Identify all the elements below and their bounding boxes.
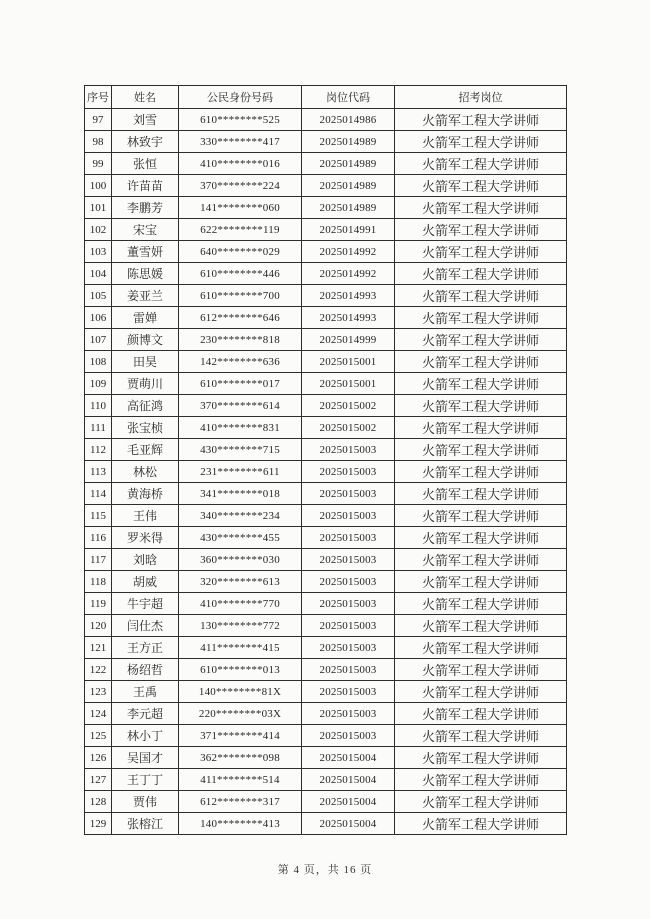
cell-id-number: 430********455 [179,527,302,549]
cell-index: 111 [85,417,112,439]
cell-name: 毛亚辉 [112,439,179,461]
cell-id-number: 320********613 [179,571,302,593]
cell-job-title: 火箭军工程大学讲师 [395,615,567,637]
table-row [85,395,567,417]
cell-index: 116 [85,527,112,549]
cell-job-title: 火箭军工程大学讲师 [395,637,567,659]
cell-id-number: 610********525 [179,109,302,131]
cell-name: 王丁丁 [112,769,179,791]
cell-job-code: 2025015003 [302,439,395,461]
cell-index: 113 [85,461,112,483]
cell-name: 刘雪 [112,109,179,131]
cell-id-number: 370********224 [179,175,302,197]
cell-index: 105 [85,285,112,307]
cell-id-number: 640********029 [179,241,302,263]
cell-index: 103 [85,241,112,263]
table-row [85,109,567,131]
table-row [85,131,567,153]
cell-name: 董雪妍 [112,241,179,263]
cell-job-title: 火箭军工程大学讲师 [395,395,567,417]
cell-id-number: 140********81X [179,681,302,703]
table-header [85,86,567,109]
cell-job-code: 2025014992 [302,263,395,285]
cell-index: 114 [85,483,112,505]
cell-job-code: 2025015003 [302,483,395,505]
recruitment-roster-table [84,85,567,835]
table-row [85,439,567,461]
table-row [85,461,567,483]
cell-name: 颜博文 [112,329,179,351]
cell-job-title: 火箭军工程大学讲师 [395,769,567,791]
cell-index: 123 [85,681,112,703]
table-row [85,703,567,725]
column-header-job-code: 岗位代码 [302,86,395,109]
cell-index: 127 [85,769,112,791]
cell-id-number: 612********646 [179,307,302,329]
cell-index: 117 [85,549,112,571]
cell-id-number: 140********413 [179,813,302,835]
cell-name: 胡威 [112,571,179,593]
cell-index: 126 [85,747,112,769]
cell-job-title: 火箭军工程大学讲师 [395,351,567,373]
cell-id-number: 622********119 [179,219,302,241]
cell-id-number: 430********715 [179,439,302,461]
table-row [85,615,567,637]
cell-id-number: 220********03X [179,703,302,725]
cell-name: 姜亚兰 [112,285,179,307]
cell-job-title: 火箭军工程大学讲师 [395,505,567,527]
cell-job-code: 2025015004 [302,747,395,769]
roster-table-container [84,85,566,835]
cell-name: 张榕江 [112,813,179,835]
cell-job-title: 火箭军工程大学讲师 [395,571,567,593]
cell-index: 108 [85,351,112,373]
cell-name: 贾伟 [112,791,179,813]
cell-id-number: 610********700 [179,285,302,307]
cell-id-number: 362********098 [179,747,302,769]
cell-job-title: 火箭军工程大学讲师 [395,285,567,307]
table-row [85,549,567,571]
cell-job-title: 火箭军工程大学讲师 [395,417,567,439]
cell-id-number: 360********030 [179,549,302,571]
cell-job-title: 火箭军工程大学讲师 [395,483,567,505]
cell-name: 田昊 [112,351,179,373]
column-header-job-title: 招考岗位 [395,86,567,109]
cell-index: 118 [85,571,112,593]
table-row [85,725,567,747]
table-row [85,417,567,439]
cell-job-code: 2025015003 [302,571,395,593]
cell-index: 104 [85,263,112,285]
table-row [85,175,567,197]
cell-job-code: 2025015004 [302,769,395,791]
cell-id-number: 340********234 [179,505,302,527]
cell-name: 王方正 [112,637,179,659]
cell-id-number: 230********818 [179,329,302,351]
cell-index: 124 [85,703,112,725]
cell-name: 林致宇 [112,131,179,153]
cell-id-number: 610********017 [179,373,302,395]
cell-job-code: 2025014989 [302,197,395,219]
cell-index: 120 [85,615,112,637]
cell-index: 98 [85,131,112,153]
cell-job-code: 2025015004 [302,791,395,813]
cell-index: 125 [85,725,112,747]
cell-id-number: 370********614 [179,395,302,417]
cell-job-code: 2025014992 [302,241,395,263]
cell-job-code: 2025015003 [302,659,395,681]
table-body [85,109,567,835]
cell-job-title: 火箭军工程大学讲师 [395,439,567,461]
cell-name: 张恒 [112,153,179,175]
cell-index: 110 [85,395,112,417]
table-row [85,527,567,549]
table-row [85,285,567,307]
cell-job-code: 2025014989 [302,131,395,153]
cell-job-code: 2025015003 [302,527,395,549]
cell-name: 闫仕杰 [112,615,179,637]
cell-job-code: 2025015003 [302,593,395,615]
cell-job-title: 火箭军工程大学讲师 [395,175,567,197]
table-row [85,373,567,395]
cell-index: 109 [85,373,112,395]
table-row [85,263,567,285]
cell-job-code: 2025015003 [302,461,395,483]
cell-name: 李元超 [112,703,179,725]
cell-id-number: 141********060 [179,197,302,219]
cell-name: 高征鸿 [112,395,179,417]
cell-job-code: 2025015002 [302,417,395,439]
cell-job-code: 2025015002 [302,395,395,417]
cell-job-code: 2025015003 [302,703,395,725]
cell-index: 122 [85,659,112,681]
table-row [85,791,567,813]
table-row [85,769,567,791]
cell-name: 吴国才 [112,747,179,769]
table-row [85,681,567,703]
cell-index: 121 [85,637,112,659]
cell-id-number: 411********514 [179,769,302,791]
cell-index: 101 [85,197,112,219]
cell-id-number: 330********417 [179,131,302,153]
cell-job-code: 2025014993 [302,307,395,329]
cell-name: 林小丁 [112,725,179,747]
cell-name: 宋宝 [112,219,179,241]
table-row [85,351,567,373]
cell-job-code: 2025014991 [302,219,395,241]
cell-id-number: 130********772 [179,615,302,637]
cell-job-code: 2025014989 [302,175,395,197]
cell-job-title: 火箭军工程大学讲师 [395,219,567,241]
cell-job-code: 2025015003 [302,725,395,747]
cell-name: 许苗苗 [112,175,179,197]
cell-name: 牛宇超 [112,593,179,615]
cell-job-code: 2025015003 [302,505,395,527]
table-row [85,219,567,241]
cell-name: 王伟 [112,505,179,527]
cell-job-title: 火箭军工程大学讲师 [395,747,567,769]
table-row [85,241,567,263]
cell-name: 刘晗 [112,549,179,571]
cell-job-title: 火箭军工程大学讲师 [395,307,567,329]
cell-id-number: 410********016 [179,153,302,175]
table-row [85,153,567,175]
cell-job-title: 火箭军工程大学讲师 [395,813,567,835]
cell-name: 黄海桥 [112,483,179,505]
cell-job-code: 2025014999 [302,329,395,351]
cell-job-code: 2025015001 [302,373,395,395]
cell-id-number: 410********770 [179,593,302,615]
cell-id-number: 371********414 [179,725,302,747]
cell-name: 李鹏芳 [112,197,179,219]
table-row [85,307,567,329]
cell-id-number: 612********317 [179,791,302,813]
cell-index: 102 [85,219,112,241]
table-row [85,197,567,219]
cell-id-number: 610********013 [179,659,302,681]
table-row [85,747,567,769]
cell-id-number: 341********018 [179,483,302,505]
cell-job-title: 火箭军工程大学讲师 [395,593,567,615]
cell-job-title: 火箭军工程大学讲师 [395,197,567,219]
table-row [85,637,567,659]
cell-name: 王禹 [112,681,179,703]
page-number-footer: 第 4 页，共 16 页 [277,864,373,876]
cell-job-title: 火箭军工程大学讲师 [395,329,567,351]
cell-name: 雷婵 [112,307,179,329]
cell-index: 107 [85,329,112,351]
table-row [85,593,567,615]
cell-job-title: 火箭军工程大学讲师 [395,131,567,153]
table-row [85,329,567,351]
cell-index: 128 [85,791,112,813]
table-row [85,505,567,527]
cell-index: 115 [85,505,112,527]
cell-name: 罗米得 [112,527,179,549]
cell-name: 陈思媛 [112,263,179,285]
cell-id-number: 142********636 [179,351,302,373]
cell-job-title: 火箭军工程大学讲师 [395,241,567,263]
cell-index: 119 [85,593,112,615]
cell-index: 129 [85,813,112,835]
cell-index: 99 [85,153,112,175]
cell-job-title: 火箭军工程大学讲师 [395,681,567,703]
cell-job-title: 火箭军工程大学讲师 [395,703,567,725]
cell-job-title: 火箭军工程大学讲师 [395,263,567,285]
cell-job-code: 2025015003 [302,637,395,659]
cell-job-code: 2025014986 [302,109,395,131]
cell-index: 97 [85,109,112,131]
cell-job-title: 火箭军工程大学讲师 [395,109,567,131]
table-header-row [85,86,567,109]
table-row [85,571,567,593]
cell-job-code: 2025015001 [302,351,395,373]
cell-job-code: 2025015003 [302,681,395,703]
cell-index: 106 [85,307,112,329]
table-row [85,813,567,835]
cell-job-code: 2025015004 [302,813,395,835]
cell-job-title: 火箭军工程大学讲师 [395,725,567,747]
cell-index: 100 [85,175,112,197]
cell-job-title: 火箭军工程大学讲师 [395,373,567,395]
cell-job-title: 火箭军工程大学讲师 [395,549,567,571]
cell-job-title: 火箭军工程大学讲师 [395,153,567,175]
cell-id-number: 610********446 [179,263,302,285]
cell-job-code: 2025014989 [302,153,395,175]
cell-job-code: 2025015003 [302,615,395,637]
cell-name: 杨绍哲 [112,659,179,681]
table-row [85,483,567,505]
cell-name: 张宝桢 [112,417,179,439]
cell-job-title: 火箭军工程大学讲师 [395,461,567,483]
cell-name: 林松 [112,461,179,483]
cell-id-number: 410********831 [179,417,302,439]
cell-name: 贾萌川 [112,373,179,395]
cell-id-number: 411********415 [179,637,302,659]
cell-job-title: 火箭军工程大学讲师 [395,527,567,549]
cell-job-code: 2025014993 [302,285,395,307]
cell-index: 112 [85,439,112,461]
table-row [85,659,567,681]
column-header-name: 姓名 [112,86,179,109]
cell-job-code: 2025015003 [302,549,395,571]
column-header-id-number: 公民身份号码 [179,86,302,109]
cell-job-title: 火箭军工程大学讲师 [395,791,567,813]
cell-id-number: 231********611 [179,461,302,483]
cell-job-title: 火箭军工程大学讲师 [395,659,567,681]
column-header-index: 序号 [85,86,112,109]
